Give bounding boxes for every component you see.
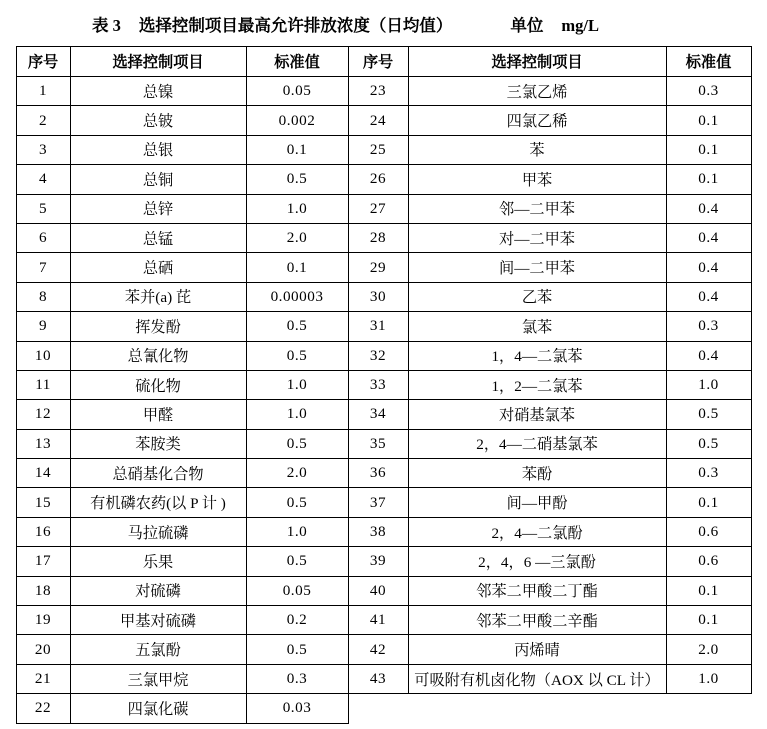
cell-value-left: 1.0	[246, 194, 348, 223]
cell-item-left: 总锰	[70, 223, 246, 252]
cell-item-right: 间—甲酚	[408, 488, 666, 517]
cell-value-left: 2.0	[246, 223, 348, 252]
cell-no-right: 30	[348, 282, 408, 311]
cell-value-right: 0.1	[666, 488, 751, 517]
cell-item-right: 2，4—二氯酚	[408, 517, 666, 546]
table-row	[16, 635, 751, 664]
cell-item-left: 甲醛	[70, 400, 246, 429]
cell-no-right: 26	[348, 165, 408, 194]
cell-value-left: 0.1	[246, 253, 348, 282]
cell-value-left: 0.5	[246, 165, 348, 194]
cell-no-left: 13	[16, 429, 70, 458]
cell-value-left: 0.00003	[246, 282, 348, 311]
cell-value-right: 0.3	[666, 312, 751, 341]
cell-no-right: 29	[348, 253, 408, 282]
cell-item-left: 五氯酚	[70, 635, 246, 664]
cell-value-right: 0.3	[666, 459, 751, 488]
cell-item-right: 可吸附有机卤化物（AOX 以 CL 计）	[408, 664, 666, 693]
table-row	[16, 547, 751, 576]
cell-value-right: 0.1	[666, 135, 751, 164]
cell-item-right: 对硝基氯苯	[408, 400, 666, 429]
header-no-2: 序号	[348, 47, 408, 77]
cell-item-left: 总硝基化合物	[70, 459, 246, 488]
pollutant-limits-table	[16, 46, 752, 724]
cell-no-right: 42	[348, 635, 408, 664]
table-row	[16, 341, 751, 370]
table-row	[16, 694, 751, 723]
cell-value-left: 0.05	[246, 77, 348, 106]
cell-no-left: 6	[16, 223, 70, 252]
caption-unit-label: 单位	[510, 16, 544, 35]
cell-value-left: 0.5	[246, 547, 348, 576]
cell-item-left: 总氰化物	[70, 341, 246, 370]
cell-value-right: 0.1	[666, 606, 751, 635]
cell-item-right: 邻—二甲苯	[408, 194, 666, 223]
cell-item-right: 丙烯晴	[408, 635, 666, 664]
cell-item-right: 乙苯	[408, 282, 666, 311]
header-item-2: 选择控制项目	[408, 47, 666, 77]
cell-value-left: 0.05	[246, 576, 348, 605]
cell-no-right: 24	[348, 106, 408, 135]
cell-value-right: 0.6	[666, 547, 751, 576]
cell-no-left: 11	[16, 370, 70, 399]
cell-value-right: 2.0	[666, 635, 751, 664]
table-body	[16, 77, 751, 724]
table-row	[16, 488, 751, 517]
table-row	[16, 135, 751, 164]
table-row	[16, 253, 751, 282]
cell-value-right: 0.5	[666, 429, 751, 458]
caption-label: 表 3	[92, 16, 121, 35]
cell-value-left: 0.2	[246, 606, 348, 635]
cell-no-right: 39	[348, 547, 408, 576]
cell-value-left: 0.5	[246, 312, 348, 341]
cell-no-left: 21	[16, 664, 70, 693]
cell-item-left: 总锌	[70, 194, 246, 223]
cell-item-right: 对—二甲苯	[408, 223, 666, 252]
cell-no-left: 2	[16, 106, 70, 135]
cell-no-left: 12	[16, 400, 70, 429]
cell-value-left: 0.5	[246, 488, 348, 517]
cell-value-right: 0.4	[666, 223, 751, 252]
cell-value-right: 0.4	[666, 341, 751, 370]
caption-unit-value: mg/L	[561, 16, 599, 35]
header-value-1: 标准值	[246, 47, 348, 77]
cell-item-left: 甲基对硫磷	[70, 606, 246, 635]
cell-value-right: 0.4	[666, 194, 751, 223]
cell-no-left: 18	[16, 576, 70, 605]
cell-no-left: 9	[16, 312, 70, 341]
cell-item-right: 苯	[408, 135, 666, 164]
cell-no-left: 16	[16, 517, 70, 546]
table-row	[16, 576, 751, 605]
cell-item-right: 邻苯二甲酸二辛酯	[408, 606, 666, 635]
cell-item-right: 甲苯	[408, 165, 666, 194]
cell-item-left: 总银	[70, 135, 246, 164]
cell-value-right: 0.3	[666, 77, 751, 106]
cell-no-left: 22	[16, 694, 70, 723]
cell-no-left: 5	[16, 194, 70, 223]
cell-value-right: 0.4	[666, 282, 751, 311]
table-row	[16, 400, 751, 429]
cell-value-right: 0.6	[666, 517, 751, 546]
cell-no-left: 8	[16, 282, 70, 311]
cell-no-left: 20	[16, 635, 70, 664]
cell-item-right: 1，2—二氯苯	[408, 370, 666, 399]
cell-item-right: 邻苯二甲酸二丁酯	[408, 576, 666, 605]
cell-item-left: 苯并(a) 芘	[70, 282, 246, 311]
cell-no-right: 33	[348, 370, 408, 399]
cell-no-right: 23	[348, 77, 408, 106]
table-row	[16, 194, 751, 223]
table-row	[16, 459, 751, 488]
header-no-1: 序号	[16, 47, 70, 77]
cell-no-right: 36	[348, 459, 408, 488]
table-row	[16, 106, 751, 135]
caption-text: 选择控制项目最高允许排放浓度（日均值）	[138, 16, 453, 35]
cell-item-right: 三氯乙烯	[408, 77, 666, 106]
table-header-row	[16, 47, 751, 77]
cell-item-left: 马拉硫磷	[70, 517, 246, 546]
cell-item-left: 三氯甲烷	[70, 664, 246, 693]
cell-value-right: 0.1	[666, 106, 751, 135]
cell-item-left: 总铍	[70, 106, 246, 135]
cell-item-left: 硫化物	[70, 370, 246, 399]
cell-value-right: 1.0	[666, 370, 751, 399]
cell-no-right: 28	[348, 223, 408, 252]
header-value-2: 标准值	[666, 47, 751, 77]
cell-no-left: 10	[16, 341, 70, 370]
cell-item-left: 总硒	[70, 253, 246, 282]
cell-item-left: 对硫磷	[70, 576, 246, 605]
cell-no-right: 31	[348, 312, 408, 341]
cell-empty	[408, 694, 666, 723]
cell-no-left: 3	[16, 135, 70, 164]
cell-no-right: 34	[348, 400, 408, 429]
cell-item-right: 四氯乙稀	[408, 106, 666, 135]
cell-empty	[348, 694, 408, 723]
cell-item-left: 总镍	[70, 77, 246, 106]
cell-no-right: 38	[348, 517, 408, 546]
cell-item-right: 氯苯	[408, 312, 666, 341]
cell-item-left: 四氯化碳	[70, 694, 246, 723]
cell-empty	[666, 694, 751, 723]
table-row	[16, 77, 751, 106]
cell-no-left: 14	[16, 459, 70, 488]
cell-item-right: 间—二甲苯	[408, 253, 666, 282]
cell-no-left: 19	[16, 606, 70, 635]
cell-value-right: 0.5	[666, 400, 751, 429]
cell-item-left: 苯胺类	[70, 429, 246, 458]
cell-value-left: 0.03	[246, 694, 348, 723]
table-row	[16, 165, 751, 194]
table-row	[16, 223, 751, 252]
table-row	[16, 370, 751, 399]
cell-value-right: 1.0	[666, 664, 751, 693]
cell-value-left: 0.5	[246, 635, 348, 664]
cell-value-left: 0.1	[246, 135, 348, 164]
table-row	[16, 429, 751, 458]
table-row	[16, 312, 751, 341]
cell-value-right: 0.4	[666, 253, 751, 282]
cell-value-left: 0.5	[246, 429, 348, 458]
cell-no-right: 32	[348, 341, 408, 370]
cell-item-left: 有机磷农药(以 P 计 )	[70, 488, 246, 517]
table-row	[16, 517, 751, 546]
cell-value-left: 1.0	[246, 400, 348, 429]
cell-no-right: 41	[348, 606, 408, 635]
cell-no-right: 35	[348, 429, 408, 458]
header-item-1: 选择控制项目	[70, 47, 246, 77]
cell-no-left: 15	[16, 488, 70, 517]
cell-item-right: 2，4，6 —三氯酚	[408, 547, 666, 576]
cell-item-right: 1，4—二氯苯	[408, 341, 666, 370]
cell-value-left: 1.0	[246, 370, 348, 399]
table-row	[16, 606, 751, 635]
cell-no-right: 25	[348, 135, 408, 164]
cell-no-left: 1	[16, 77, 70, 106]
cell-item-left: 总铜	[70, 165, 246, 194]
cell-value-left: 0.5	[246, 341, 348, 370]
cell-value-left: 2.0	[246, 459, 348, 488]
cell-value-left: 0.002	[246, 106, 348, 135]
cell-value-right: 0.1	[666, 165, 751, 194]
cell-item-right: 2，4—二硝基氯苯	[408, 429, 666, 458]
cell-no-right: 37	[348, 488, 408, 517]
cell-item-right: 苯酚	[408, 459, 666, 488]
table-row	[16, 664, 751, 693]
table-caption	[0, 0, 767, 46]
cell-item-left: 挥发酚	[70, 312, 246, 341]
cell-no-right: 43	[348, 664, 408, 693]
table-row	[16, 282, 751, 311]
cell-no-right: 27	[348, 194, 408, 223]
cell-no-left: 4	[16, 165, 70, 194]
cell-no-left: 17	[16, 547, 70, 576]
cell-value-left: 0.3	[246, 664, 348, 693]
cell-value-left: 1.0	[246, 517, 348, 546]
cell-item-left: 乐果	[70, 547, 246, 576]
cell-no-right: 40	[348, 576, 408, 605]
cell-value-right: 0.1	[666, 576, 751, 605]
cell-no-left: 7	[16, 253, 70, 282]
